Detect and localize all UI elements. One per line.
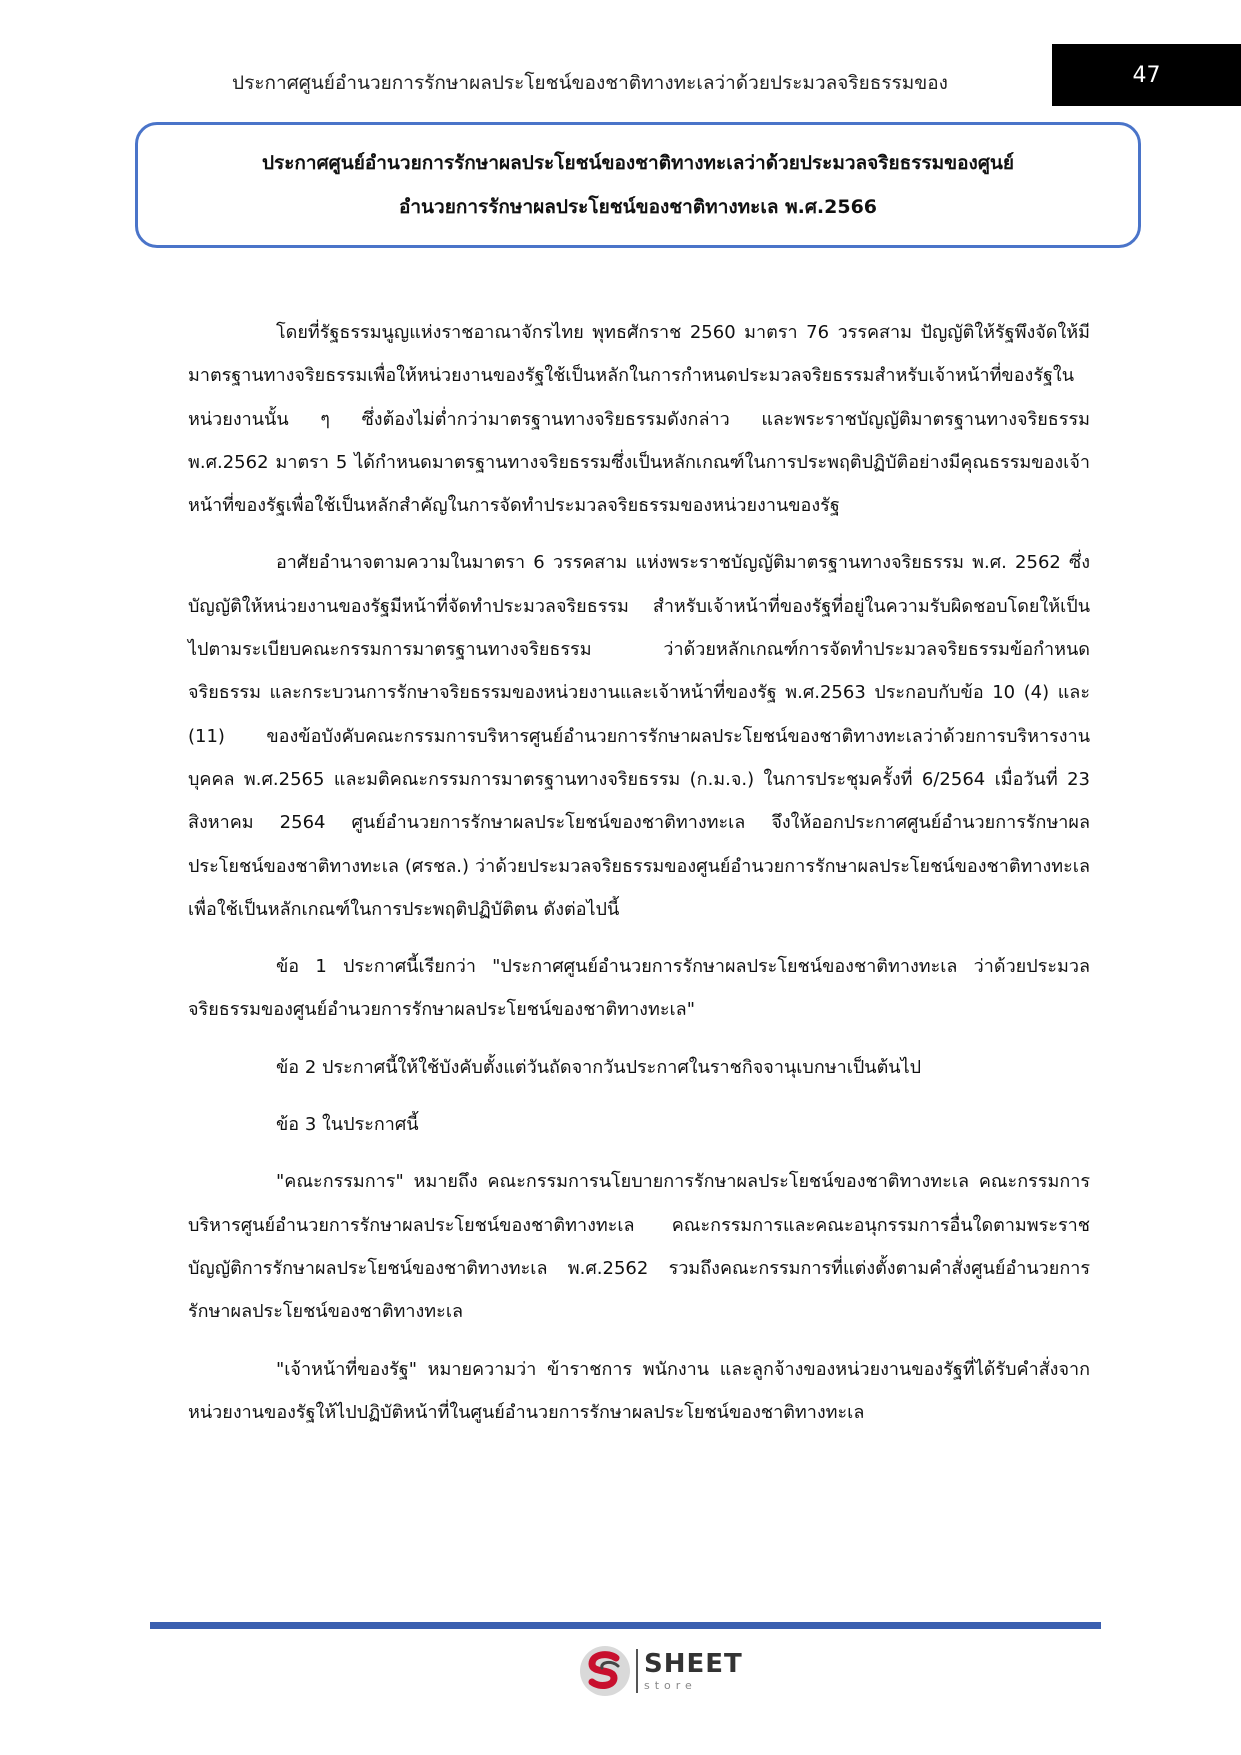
document-title-line-2: อำนวยการรักษาผลประโยชน์ของชาติทางทะเล พ.ศ.2566 — [398, 196, 878, 218]
footer-divider — [150, 1622, 1101, 1629]
paragraph: ข้อ 3 ในประกาศนี้ — [276, 1114, 419, 1136]
paragraph: "เจ้าหน้าที่ของรัฐ" หมายความว่า ข้าราชการ พนักงาน และลูกจ้างของหน่วยงานของรัฐที่ได้รับคำสั่งจากหน่วยงานของรัฐให้ไปปฏิบัติหน้าที่ในศูนย์อำนวยการรักษาผลประโยชน์ของชาติทางทะเล — [188, 1358, 1090, 1423]
paragraph: ข้อ 2 ประกาศนี้ให้ใช้บังคับตั้งแต่วันถัดจากวันประกาศในราชกิจจานุเบกษาเป็นต้นไป — [276, 1056, 922, 1078]
sheet-store-logo-icon — [578, 1644, 632, 1698]
paragraph: โดยที่รัฐธรรมนูญแห่งราชอาณาจักรไทย พุทธศักราช 2560 มาตรา 76 วรรคสาม ปัญญัติให้รัฐพึงจัดให้มีมาตรฐานทางจริยธรรมเพื่อให้หน่วยงานของรัฐใช้เป็นหลักในการกำหนดประมวลจริยธรรมสำหรับเจ้าหน้าที่ของรัฐในหน่วยงานนั้น ๆ ซึ่งต้องไม่ต่ำกว่ามาตรฐานทางจริยธรรมดังกล่าว และพระราชบัญญัติมาตรฐานทางจริยธรรม พ.ศ.2562 มาตรา 5 ได้กำหนดมาตรฐานทางจริยธรรมซึ่งเป็นหลักเกณฑ์ในการประพฤติปฏิบัติอย่างมีคุณธรรมของเจ้าหน้าที่ของรัฐเพื่อใช้เป็นหลักสำคัญในการจัดทำประมวลจริยธรรมของหน่วยงานของรัฐ — [188, 322, 1090, 517]
logo-text-sheet: SHEET — [644, 1649, 743, 1679]
document-body — [188, 311, 1090, 1448]
paragraph: ข้อ 1 ประกาศนี้เรียกว่า "ประกาศศูนย์อำนวยการรักษาผลประโยชน์ของชาติทางทะเล ว่าด้วยประมวลจริยธรรมของศูนย์อำนวยการรักษาผลประโยชน์ของชาติทางทะเล" — [188, 956, 1090, 1021]
page-number: 47 — [1052, 44, 1241, 106]
logo-wordmark — [644, 1651, 743, 1691]
running-header: ประกาศศูนย์อำนวยการรักษาผลประโยชน์ของชาติทางทะเลว่าด้วยประมวลจริยธรรมของ — [232, 72, 948, 94]
title-box — [135, 122, 1141, 248]
sheet-store-logo — [578, 1644, 743, 1698]
logo-text-store: store — [644, 1679, 697, 1692]
logo-separator — [636, 1649, 638, 1693]
paragraph: "คณะกรรมการ" หมายถึง คณะกรรมการนโยบายการรักษาผลประโยชน์ของชาติทางทะเล คณะกรรมการบริหารศูนย์อำนวยการรักษาผลประโยชน์ของชาติทางทะเล คณะกรรมการและคณะอนุกรรมการอื่นใดตามพระราชบัญญัติการรักษาผลประโยชน์ของชาติทางทะเล พ.ศ.2562 รวมถึงคณะกรรมการที่แต่งตั้งตามคำสั่งศูนย์อำนวยการรักษาผลประโยชน์ของชาติทางทะเล — [188, 1171, 1090, 1323]
paragraph: อาศัยอำนาจตามความในมาตรา 6 วรรคสาม แห่งพระราชบัญญัติมาตรฐานทางจริยธรรม พ.ศ. 2562 ซึ่งบัญญัติให้หน่วยงานของรัฐมีหน้าที่จัดทำประมวลจริยธรรม สำหรับเจ้าหน้าที่ของรัฐที่อยู่ในความรับผิดชอบโดยให้เป็นไปตามระเบียบคณะกรรมการมาตรฐานทางจริยธรรม ว่าด้วยหลักเกณฑ์การจัดทำประมวลจริยธรรมข้อกำหนดจริยธรรม และกระบวนการรักษาจริยธรรมของหน่วยงานและเจ้าหน้าที่ของรัฐ พ.ศ.2563 ประกอบกับข้อ 10 (4) และ (11) ของข้อบังคับคณะกรรมการบริหารศูนย์อำนวยการรักษาผลประโยชน์ของชาติทางทะเลว่าด้วยการบริหารงานบุคคล พ.ศ.2565 และมติคณะกรรมการมาตรฐานทางจริยธรรม (ก.ม.จ.) ในการประชุมครั้งที่ 6/2564 เมื่อวันที่ 23 สิงหาคม 2564 ศูนย์อำนวยการรักษาผลประโยชน์ของชาติทางทะเล จึงให้ออกประกาศศูนย์อำนวยการรักษาผลประโยชน์ของชาติทางทะเล (ศรชล.) ว่าด้วยประมวลจริยธรรมของศูนย์อำนวยการรักษาผลประโยชน์ของชาติทางทะเล เพื่อใช้เป็นหลักเกณฑ์ในการประพฤติปฏิบัติตน ดังต่อไปนี้ — [188, 552, 1090, 920]
document-title-line-1: ประกาศศูนย์อำนวยการรักษาผลประโยชน์ของชาติทางทะเลว่าด้วยประมวลจริยธรรมของศูนย์ — [261, 152, 1015, 174]
